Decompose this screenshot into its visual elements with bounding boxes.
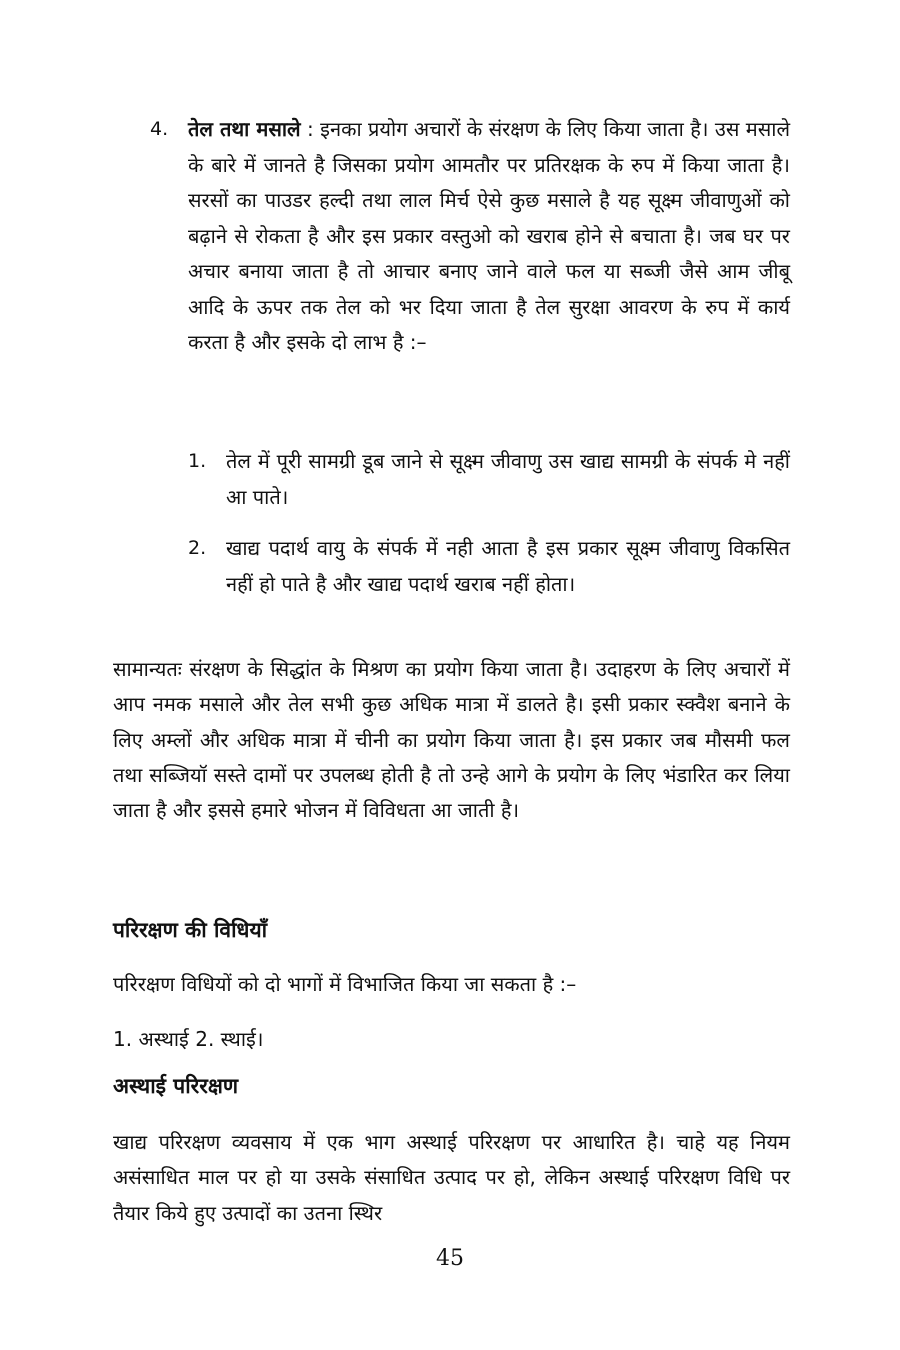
page-number: 45: [436, 1246, 464, 1271]
sub-list-item: [188, 531, 790, 602]
paragraph-method-types: 1. अस्थाई 2. स्थाई।: [113, 1027, 264, 1051]
sub-list-item-text: खाद्य पदार्थ वायु के संपर्क में नही आता है इस प्रकार सूक्ष्म जीवाणु विकसित नहीं हो पाते है और खाद्य पदार्थ खराब नहीं होता।: [226, 536, 790, 596]
sub-list-item-text: तेल में पूरी सामग्री डूब जाने से सूक्ष्म जीवाणु उस खाद्य सामग्री के संपर्क मे नहीं आ पाते।: [226, 449, 790, 509]
list-item-number: 4.: [150, 118, 169, 140]
section-heading-preservation-methods: परिरक्षण की विधियाँ: [113, 918, 268, 942]
paragraph-temporary-preservation: खाद्य परिरक्षण व्यवसाय में एक भाग अस्थाई परिरक्षण पर आधारित है। चाहे यह नियम असंसाधित माल पर हो या उसके संसाधित उत्पाद पर हो, लेकिन अस्थाई परिरक्षण विधि पर तैयार किये हुए उत्पादों का उतना स्थिर: [113, 1130, 790, 1225]
list-item-body: [188, 112, 790, 361]
list-item-oil-and-spices: [150, 112, 790, 361]
list-item-title: तेल तथा मसाले: [188, 117, 301, 141]
sub-list-item: [188, 444, 790, 515]
section-heading-temporary-preservation: अस्थाई परिरक्षण: [113, 1074, 239, 1098]
list-item-text: : इनका प्रयोग अचारों के संरक्षण के लिए किया जाता है। उस मसाले के बारे में जानते है जिसका प्रयोग आमतौर पर प्रतिरक्षक के रुप में किया जाता है। सरसों का पाउडर हल्दी तथा लाल मिर्च ऐसे कुछ मसाले है यह सूक्ष्म जीवाणुओं को बढ़ाने से रोकता है और इस प्रकार वस्तुओ को खराब होने से बचाता है। जब घर पर अचार बनाया जाता है तो आचार बनाए जाने वाले फल या सब्जी जैसे आम जीबू आदि के ऊपर तक तेल को भर दिया जाता है तेल सुरक्षा आवरण के रुप में कार्य करता है और इसके दो लाभ है :–: [188, 117, 791, 354]
paragraph-methods-division: परिरक्षण विधियों को दो भागों में विभाजित किया जा सकता है :–: [113, 972, 577, 996]
sub-list-item-number: 2.: [188, 537, 207, 559]
paragraph-combination-principles: सामान्यतः संरक्षण के सिद्धांत के मिश्रण का प्रयोग किया जाता है। उदाहरण के लिए अचारों में आप नमक मसाले और तेल सभी कुछ अधिक मात्रा में डालते है। इसी प्रकार स्क्वैश बनाने के लिए अम्लों और अधिक मात्रा में चीनी का प्रयोग किया जाता है। इस प्रकार जब मौसमी फल तथा सब्जियॉ सस्ते दामों पर उपलब्ध होती है तो उन्हे आगे के प्रयोग के लिए भंडारित कर लिया जाता है और इससे हमारे भोजन में विविधता आ जाती है।: [113, 657, 790, 823]
sub-list-item-number: 1.: [188, 450, 207, 472]
